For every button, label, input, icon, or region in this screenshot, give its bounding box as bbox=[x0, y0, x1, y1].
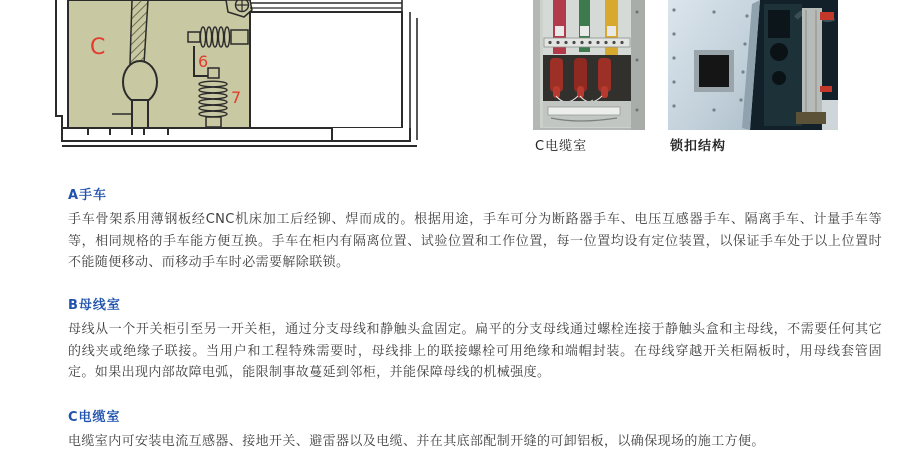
cable-compartment-photo-art bbox=[533, 0, 645, 130]
photo-lock-structure bbox=[668, 0, 838, 130]
section-heading-cable-room: C电缆室 bbox=[68, 410, 121, 425]
diagram-label-6: 6 bbox=[198, 52, 209, 71]
section-handcart bbox=[68, 184, 882, 274]
section-body-busbar-room: 母线从一个开关柜引至另一开关柜，通过分支母线和静触头盒固定。扁平的分支母线通过螺栓连接于静触头盒和主母线，不需要任何其它的线夹或绝缘子联接。当用户和工程特殊需要时，母线排上的联接螺栓可用绝缘和端帽封装。在母线穿越开关柜隔板时，用母线套管固定。如果出现内部故障电弧，能限制事故蔓延到邻柜，并能保障母线的机械强度。 bbox=[68, 322, 882, 380]
photo-caption-cable-compartment: C电缆室 bbox=[535, 139, 588, 154]
section-heading-busbar-room: B母线室 bbox=[68, 298, 121, 313]
arrester-bottom-terminal bbox=[206, 117, 221, 127]
bushing-left-stub bbox=[188, 32, 200, 42]
brand-tag bbox=[820, 12, 834, 20]
section-cable-room bbox=[68, 406, 882, 453]
photo-caption-lock-structure: 锁扣结构 bbox=[670, 139, 727, 154]
breaker-side-rail bbox=[802, 8, 822, 120]
section-busbar-room bbox=[68, 294, 882, 384]
base-step bbox=[332, 128, 410, 141]
section-heading-handcart: A手车 bbox=[68, 188, 108, 203]
horizontal-insulator-ribs bbox=[200, 27, 229, 47]
front-compartment-area bbox=[250, 12, 402, 128]
section-body-handcart: 手车骨架系用薄钢板经CNC机床加工后经铆、焊而成的。根据用途，手车可分为断路器手车、电压互感器手车、隔离手车、计量手车等等，相同规格的手车能方便互换。手车在柜内有隔离位置、试验位置和工作位置，每一位置均设有定位装置，以保证手车处于以上位置时不能随便移动、而移动手车时必需要解除联锁。 bbox=[68, 212, 882, 270]
photo-cable-compartment bbox=[533, 0, 645, 130]
cable-termination bbox=[123, 61, 157, 103]
section-body-cable-room: 电缆室内可安装电流互感器、接地开关、避雷器以及电缆、并在其底部配制开缝的可卸铝板，以确保现场的施工方便。 bbox=[68, 434, 765, 449]
cabinet-cross-section-drawing bbox=[48, 0, 438, 148]
lock-structure-photo-art bbox=[668, 0, 838, 130]
cabinet-outer-edge bbox=[56, 0, 62, 128]
cable-run bbox=[130, 0, 148, 64]
inspection-window bbox=[699, 55, 729, 87]
base-rail bbox=[62, 128, 332, 141]
diagram-label-7: 7 bbox=[231, 88, 242, 107]
cable-terminations bbox=[550, 58, 611, 98]
bushing-right-connector bbox=[231, 30, 248, 44]
switchgear-section-diagram bbox=[48, 0, 438, 148]
arrester-top-terminal bbox=[208, 68, 219, 78]
diagram-label-c: C bbox=[90, 35, 106, 60]
